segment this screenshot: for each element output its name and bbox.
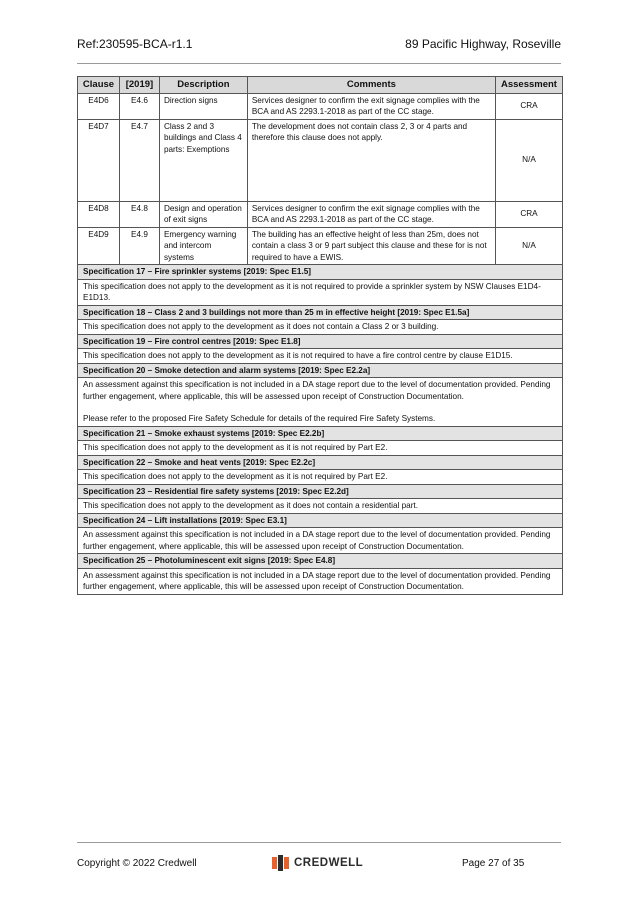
project-address: 89 Pacific Highway, Roseville xyxy=(405,37,561,51)
spec-text-row xyxy=(78,528,563,554)
clause-2019-cell: E4.7 xyxy=(119,119,159,201)
spec-text-row xyxy=(78,320,563,335)
copyright-text: Copyright © 2022 Credwell xyxy=(77,858,197,869)
logo-wordmark: CREDWELL xyxy=(294,857,364,869)
spec-text: Please refer to the proposed Fire Safety Schedule for details of the required Fire Safety Systems. xyxy=(83,414,436,423)
clause-2019-cell: E4.8 xyxy=(119,201,159,227)
compliance-table xyxy=(77,76,563,595)
spec-heading-row xyxy=(78,334,563,349)
table-row xyxy=(78,93,563,119)
spec-heading: Specification 17 – Fire sprinkler systems [2019: Spec E1.5] xyxy=(78,265,563,280)
column-header-2019: [2019] xyxy=(119,77,159,94)
spec-text-row xyxy=(78,349,563,364)
spec-heading-row xyxy=(78,554,563,569)
spec-text: This specification does not apply to the development as it is not required to have a fire control centre by clause E1D15. xyxy=(78,349,563,364)
spec-text: An assessment against this specification is not included in a DA stage report due to the level of documentation provided. Pending further engagement, where applicable, this will be assessed upon receipt of Construction Documentation. xyxy=(78,528,563,554)
spec-heading: Specification 23 – Residential fire safety systems [2019: Spec E2.2d] xyxy=(78,484,563,499)
clause-2019-cell: E4.6 xyxy=(119,93,159,119)
spec-heading: Specification 18 – Class 2 and 3 buildings not more than 25 m in effective height [2019: Spec E1.5a] xyxy=(78,305,563,320)
spec-heading: Specification 19 – Fire control centres [2019: Spec E1.8] xyxy=(78,334,563,349)
spec-heading: Specification 21 – Smoke exhaust systems [2019: Spec E2.2b] xyxy=(78,426,563,441)
spec-text-row xyxy=(78,378,563,427)
spec-heading-row xyxy=(78,455,563,470)
table-header-row xyxy=(78,77,563,94)
clause-cell: E4D6 xyxy=(78,93,120,119)
comment-cell: Services designer to confirm the exit signage complies with the BCA and AS 2293.1-2018 as part of the CC stage. xyxy=(247,201,495,227)
assessment-cell: CRA xyxy=(495,201,562,227)
spec-text-row xyxy=(78,499,563,514)
comment-cell: The development does not contain class 2, 3 or 4 parts and therefore this clause does not apply. xyxy=(247,119,495,201)
clause-cell: E4D9 xyxy=(78,227,120,265)
spec-text: This specification does not apply to the development as it is not required by Part E2. xyxy=(78,441,563,456)
spec-text: An assessment against this specification is not included in a DA stage report due to the level of documentation provided. Pending further engagement, where applicable, this will be assessed upon receipt of Construction Documentation. xyxy=(78,568,563,594)
spec-text: This specification does not apply to the development as it does not contain a Class 2 or 3 building. xyxy=(78,320,563,335)
comment-cell: Services designer to confirm the exit signage complies with the BCA and AS 2293.1-2018 as part of the CC stage. xyxy=(247,93,495,119)
spec-text-row xyxy=(78,279,563,305)
spec-heading-row xyxy=(78,484,563,499)
spec-heading: Specification 20 – Smoke detection and alarm systems [2019: Spec E2.2a] xyxy=(78,363,563,378)
description-cell: Direction signs xyxy=(159,93,247,119)
document-reference: Ref:230595-BCA-r1.1 xyxy=(77,37,193,51)
clause-cell: E4D7 xyxy=(78,119,120,201)
spec-text-block xyxy=(78,378,563,427)
spec-text-row xyxy=(78,441,563,456)
description-cell: Design and operation of exit signs xyxy=(159,201,247,227)
spec-heading: Specification 24 – Lift installations [2019: Spec E3.1] xyxy=(78,513,563,528)
table-row xyxy=(78,227,563,265)
comment-cell: The building has an effective height of less than 25m, does not contain a class 3 or 9 part subject this clause and these for is not required to have a EWIS. xyxy=(247,227,495,265)
spec-text: This specification does not apply to the development as it is not required by Part E2. xyxy=(78,470,563,485)
footer-divider xyxy=(77,842,561,843)
column-header-comments: Comments xyxy=(247,77,495,94)
spec-text: This specification does not apply to the development as it is not required to provide a sprinkler system by NSW Clauses E1D4-E1D13. xyxy=(78,279,563,305)
assessment-cell: N/A xyxy=(495,227,562,265)
description-cell: Class 2 and 3 buildings and Class 4 parts: Exemptions xyxy=(159,119,247,201)
column-header-assessment: Assessment xyxy=(495,77,562,94)
column-header-description: Description xyxy=(159,77,247,94)
spec-text-row xyxy=(78,470,563,485)
credwell-logo xyxy=(272,855,363,871)
spec-heading: Specification 22 – Smoke and heat vents [2019: Spec E2.2c] xyxy=(78,455,563,470)
header-divider xyxy=(77,63,561,64)
spec-text-row xyxy=(78,568,563,594)
table-row xyxy=(78,119,563,201)
page-number: Page 27 of 35 xyxy=(462,858,525,869)
assessment-cell: CRA xyxy=(495,93,562,119)
spec-heading-row xyxy=(78,265,563,280)
assessment-cell: N/A xyxy=(495,119,562,201)
credwell-logo-icon xyxy=(272,855,289,871)
spec-heading-row xyxy=(78,305,563,320)
spec-heading: Specification 25 – Photoluminescent exit signs [2019: Spec E4.8] xyxy=(78,554,563,569)
spec-text: An assessment against this specification is not included in a DA stage report due to the level of documentation provided. Pending further engagement, where applicable, this will be assessed upon receipt of Construction Documentation. xyxy=(83,380,551,401)
clause-cell: E4D8 xyxy=(78,201,120,227)
table-row xyxy=(78,201,563,227)
spec-heading-row xyxy=(78,363,563,378)
column-header-clause: Clause xyxy=(78,77,120,94)
description-cell: Emergency warning and intercom systems xyxy=(159,227,247,265)
spec-heading-row xyxy=(78,426,563,441)
spec-text: This specification does not apply to the development as it does not contain a residential part. xyxy=(78,499,563,514)
spec-heading-row xyxy=(78,513,563,528)
clause-2019-cell: E4.9 xyxy=(119,227,159,265)
